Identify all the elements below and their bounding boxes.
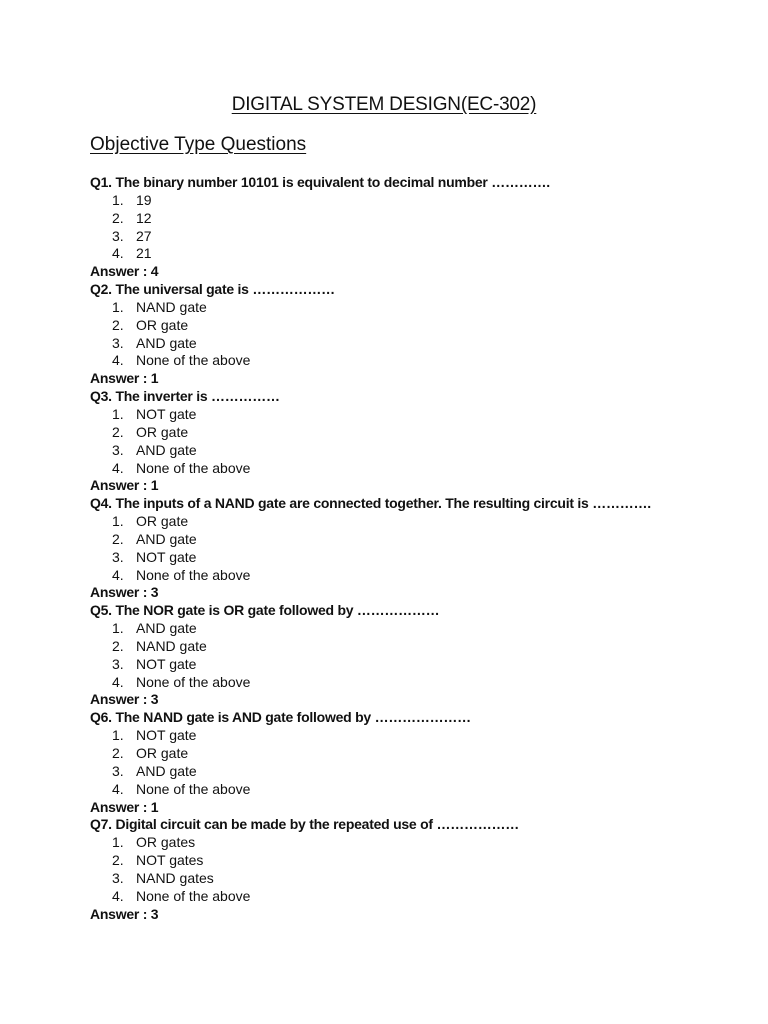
option-item (90, 424, 740, 442)
option-text: NAND gate (136, 637, 207, 654)
question-list (90, 174, 740, 923)
question-text: Q4. The inputs of a NAND gate are connected together. The resulting circuit is …………. (90, 495, 651, 512)
option-number: 1. (112, 727, 124, 744)
question-block-3 (90, 388, 740, 495)
option-item (90, 549, 740, 567)
option-item (90, 335, 740, 353)
option-number: 4. (112, 459, 124, 476)
option-number: 1. (112, 620, 124, 637)
option-number: 2. (112, 745, 124, 761)
answer-text: Answer : 3 (90, 905, 159, 922)
option-item (90, 745, 740, 763)
option-text: 21 (136, 245, 152, 262)
option-text: 12 (136, 209, 152, 226)
answer-text: Answer : 3 (90, 691, 159, 708)
answer-text: Answer : 4 (90, 263, 159, 280)
option-text: None of the above (136, 459, 251, 476)
question-text: Q7. Digital circuit can be made by the repeated use of ……………… (90, 816, 519, 833)
option-text: AND gate (136, 620, 197, 637)
option-text: OR gate (136, 423, 189, 440)
option-text: 19 (136, 191, 152, 208)
option-number: 1. (112, 298, 124, 315)
option-item (90, 352, 740, 370)
option-item (90, 228, 740, 246)
option-text: NAND gate (136, 298, 207, 315)
answer-text: Answer : 1 (90, 370, 159, 387)
option-item (90, 727, 740, 745)
section-title: Objective Type Questions (90, 134, 307, 155)
option-number: 1. (112, 513, 124, 530)
option-text: OR gate (136, 513, 189, 530)
option-text: NAND gates (136, 869, 214, 886)
option-item (90, 442, 740, 460)
option-text: None of the above (136, 673, 251, 690)
option-number: 2. (112, 530, 124, 547)
option-item (90, 192, 740, 210)
option-text: NOT gates (136, 852, 204, 869)
option-item (90, 781, 740, 799)
option-number: 3. (112, 441, 124, 458)
option-item (90, 674, 740, 692)
answer-text: Answer : 1 (90, 477, 159, 494)
option-item (90, 245, 740, 263)
option-text: OR gates (136, 834, 196, 851)
option-text: OR gate (136, 316, 189, 333)
option-text: NOT gate (136, 405, 197, 422)
answer-text: Answer : 3 (90, 584, 159, 601)
option-text: AND gate (136, 334, 197, 351)
option-item (90, 317, 740, 335)
option-number: 1. (112, 405, 124, 422)
question-text: Q3. The inverter is …………… (90, 388, 280, 405)
option-number: 4. (112, 887, 124, 904)
option-text: NOT gate (136, 727, 197, 744)
option-text: AND gate (136, 762, 197, 779)
option-number: 2. (112, 423, 124, 440)
question-text: Q1. The binary number 10101 is equivalent to decimal number …………. (90, 174, 550, 190)
option-item (90, 620, 740, 638)
question-text: Q6. The NAND gate is AND gate followed by ………………… (90, 709, 471, 726)
option-number: 2. (112, 637, 124, 654)
option-number: 4. (112, 352, 124, 369)
option-item (90, 299, 740, 317)
answer-text: Answer : 1 (90, 798, 159, 815)
option-number: 1. (112, 834, 124, 851)
option-text: None of the above (136, 887, 251, 904)
option-number: 1. (112, 191, 124, 208)
option-text: None of the above (136, 780, 251, 797)
option-item (90, 834, 740, 852)
option-text: 27 (136, 227, 152, 244)
option-item (90, 870, 740, 888)
option-text: NOT gate (136, 548, 197, 565)
question-block-5 (90, 602, 740, 709)
option-text: AND gate (136, 530, 197, 547)
option-number: 3. (112, 762, 124, 779)
option-number: 4. (112, 245, 124, 262)
option-text: AND gate (136, 441, 197, 458)
question-block-1 (90, 174, 740, 281)
question-block-7 (90, 816, 740, 923)
option-item (90, 210, 740, 228)
option-number: 4. (112, 673, 124, 690)
question-text: Q5. The NOR gate is OR gate followed by ……………… (90, 602, 440, 619)
option-item (90, 531, 740, 549)
option-number: 2. (112, 209, 124, 226)
option-number: 4. (112, 780, 124, 797)
option-number: 2. (112, 852, 124, 869)
option-number: 3. (112, 655, 124, 672)
question-block-4 (90, 495, 740, 602)
option-text: None of the above (136, 352, 251, 369)
document-title: DIGITAL SYSTEM DESIGN(EC-302) (231, 94, 537, 115)
option-item (90, 513, 740, 531)
option-item (90, 406, 740, 424)
option-text: OR gate (136, 745, 189, 761)
option-item (90, 460, 740, 478)
option-number: 3. (112, 334, 124, 351)
option-item (90, 638, 740, 656)
option-item (90, 852, 740, 870)
question-block-2 (90, 281, 740, 388)
option-number: 2. (112, 316, 124, 333)
option-number: 3. (112, 869, 124, 886)
question-block-6 (90, 709, 740, 816)
option-item (90, 656, 740, 674)
option-text: NOT gate (136, 655, 197, 672)
option-number: 3. (112, 227, 124, 244)
option-text: None of the above (136, 566, 251, 583)
option-item (90, 567, 740, 585)
question-text: Q2. The universal gate is ……………… (90, 281, 335, 298)
option-item (90, 763, 740, 781)
option-number: 4. (112, 566, 124, 583)
option-number: 3. (112, 548, 124, 565)
option-item (90, 888, 740, 906)
